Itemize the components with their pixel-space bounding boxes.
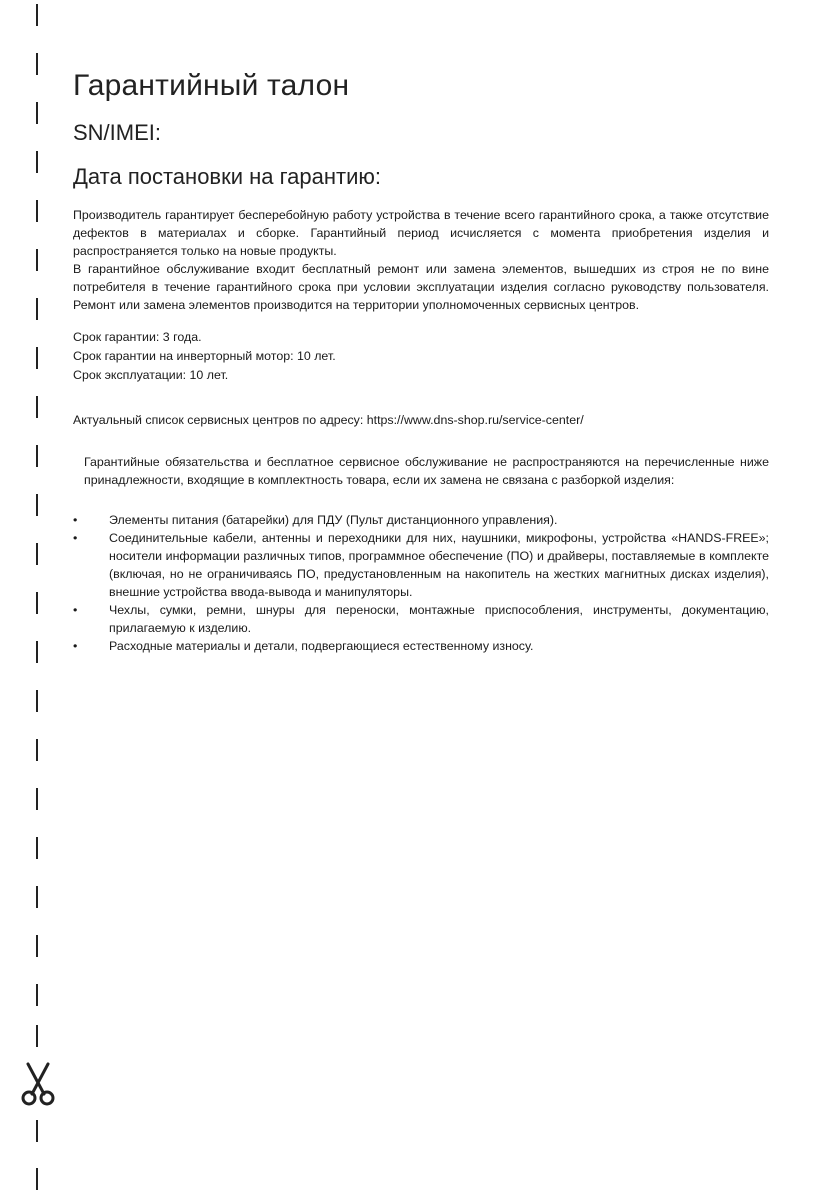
list-item [73, 511, 769, 529]
cut-dash [36, 641, 38, 663]
warranty-term: Срок гарантии: 3 года. [73, 330, 202, 344]
intro-paragraph: Производитель гарантирует бесперебойную работу устройства в течение всего гарантийного срока, а также отсутствие дефектов в материалах и сборке. Гарантийный период исчисляется с момента приобретения изделия и распространяется только на новые продукты. [73, 208, 769, 258]
intro-paragraph: В гарантийное обслуживание входит бесплатный ремонт или замена элементов, вышедших из строя не по вине потребителя в течение гарантийного срока при условии эксплуатации изделия согласно руководству пользователя. Ремонт или замена элементов производится на территории уполномоченных сервисных центров. [73, 262, 769, 312]
cut-dash [36, 396, 38, 418]
page-title: Гарантийный талон [73, 69, 350, 102]
cut-dash [36, 4, 38, 26]
service-centers-text: Актуальный список сервисных центров по адресу: https://www.dns-shop.ru/service-center/ [73, 413, 584, 427]
list-item [73, 637, 769, 655]
cut-dash [36, 984, 38, 1006]
warranty-date-label: Дата постановки на гарантию: [73, 164, 382, 189]
bullet-icon: • [73, 639, 78, 653]
cut-dash [36, 494, 38, 516]
bullet-icon: • [73, 603, 78, 617]
cut-dash [36, 1120, 38, 1142]
cut-dash [36, 200, 38, 222]
cut-dash [36, 445, 38, 467]
intro-section [73, 206, 769, 314]
scissors-icon [20, 1062, 56, 1106]
cut-dash [36, 543, 38, 565]
cut-dash [36, 690, 38, 712]
warranty-terms [73, 328, 769, 385]
cut-dash [36, 1025, 38, 1047]
cut-dash [36, 53, 38, 75]
cut-dash [36, 886, 38, 908]
list-item [73, 601, 769, 637]
cut-dash [36, 249, 38, 271]
cut-dash [36, 592, 38, 614]
bullet-icon: • [73, 513, 78, 527]
cut-dash [36, 102, 38, 124]
cut-dash [36, 935, 38, 957]
bullet-icon: • [73, 531, 78, 545]
cut-dash [36, 298, 38, 320]
list-item-text: Элементы питания (батарейки) для ПДУ (Пульт дистанционного управления). [109, 513, 558, 527]
serial-number-label: SN/IMEI: [73, 120, 162, 145]
list-item-text: Расходные материалы и детали, подвергающиеся естественному износу. [109, 639, 534, 653]
list-item [73, 529, 769, 601]
cut-dash [36, 1168, 38, 1190]
motor-warranty-term: Срок гарантии на инверторный мотор: 10 лет. [73, 349, 336, 363]
cut-line [0, 0, 60, 1191]
list-item-text: Соединительные кабели, антенны и переходники для них, наушники, микрофоны, устройства «HANDS-FREE»; носители информации различных типов, программное обеспечение (ПО) и драйверы, поставляемые в комплекте (включая, но не ограничиваясь ПО, предустановленным на накопитель на жестких магнитных дисках изделия), внешние устройства ввода-вывода и манипуляторы. [109, 531, 769, 599]
list-item-text: Чехлы, сумки, ремни, шнуры для переноски, монтажные приспособления, инструменты, документацию, прилагаемую к изделию. [109, 603, 769, 635]
cut-dash [36, 739, 38, 761]
service-life: Срок эксплуатации: 10 лет. [73, 368, 229, 382]
exclusions-text: Гарантийные обязательства и бесплатное сервисное обслуживание не распространяются на перечисленные ниже принадлежности, входящие в комплектность товара, если их замена не связана с разборкой изделия: [84, 455, 769, 487]
warranty-card [73, 60, 769, 655]
cut-dash [36, 151, 38, 173]
cut-dash [36, 837, 38, 859]
exclusion-list [73, 511, 769, 655]
cut-dash [36, 788, 38, 810]
cut-dash [36, 347, 38, 369]
